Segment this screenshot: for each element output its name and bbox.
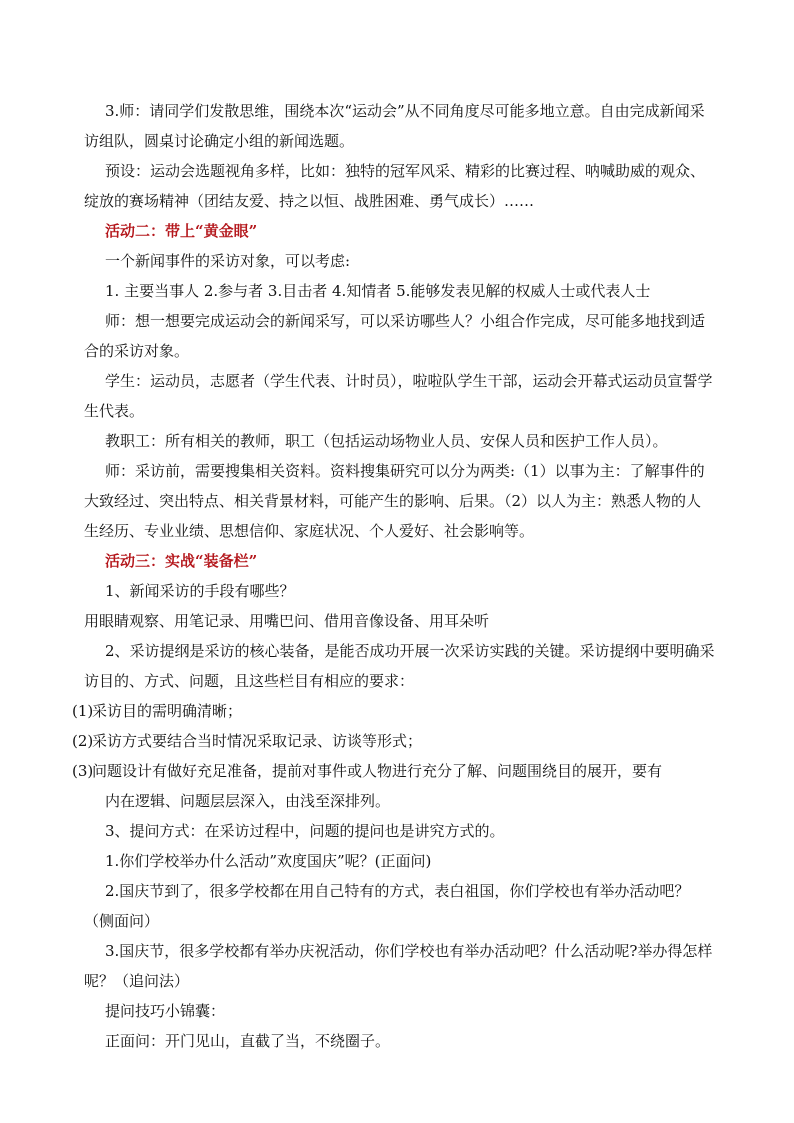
paragraph-target-list: 1. 主要当事人 2.参与者 3.目击者 4.知情者 5.能够发表见解的权威人士或代表人士 <box>105 282 651 300</box>
paragraph-outline: 2、采访提纲是采访的核心装备，是能否成功开展一次采访实践的关键。采访提纲中要明确采访目的、方式、问题，且这些栏目有相应的要求： <box>84 642 715 690</box>
paragraph-tips-title: 提问技巧小锦囊： <box>105 1002 226 1020</box>
paragraph-example-direct: 1.你们学校举办什么活动”欢度国庆”呢？(正面问) <box>105 852 432 870</box>
paragraph-students: 学生：运动员，志愿者（学生代表、计时员），啦啦队学生干部，运动会开幕式运动员宣誓学生代表。 <box>84 372 713 420</box>
list-text: 问题设计有做好充足准备，提前对事件或人物进行充分了解、问题围绕目的展开，要有 <box>92 762 663 780</box>
list-number: (2) <box>72 732 94 750</box>
paragraph-methods-question: 1、新闻采访的手段有哪些？ <box>105 582 295 600</box>
list-item-1 <box>72 696 716 726</box>
list-text: 采访方式要结合当时情况采取记录、访谈等形式； <box>92 732 423 750</box>
list-item-2 <box>72 726 716 756</box>
paragraph-question-style: 3、提问方式：在采访过程中，问题的提问也是讲究方式的。 <box>105 822 505 840</box>
paragraph-teacher-instruction: 3.师：请同学们发散思维，围绕本次“运动会”从不同角度尽可能多地立意。自由完成新闻采访组队，圆桌讨论确定小组的新闻选题。 <box>84 102 705 150</box>
list-item-3 <box>72 756 716 786</box>
paragraph-tip-direct: 正面问：开门见山，直截了当，不绕圈子。 <box>105 1032 391 1050</box>
list-number: (3) <box>72 762 94 780</box>
list-text: 采访目的需明确清晰； <box>92 702 243 720</box>
paragraph-staff: 教职工：所有相关的教师，职工（包括运动场物业人员、安保人员和医护工作人员）。 <box>105 432 668 450</box>
list-number: (1) <box>72 702 94 720</box>
heading-activity-three: 活动三：实战“装备栏” <box>105 552 258 570</box>
document-body <box>72 96 716 1056</box>
paragraph-example-indirect: 2.国庆节到了，很多学校都在用自己特有的方式，表白祖国，你们学校也有举办活动吧？（侧面问） <box>84 882 690 930</box>
heading-activity-two: 活动二：带上“黄金眼” <box>105 222 258 240</box>
paragraph-methods-answer: 用眼睛观察、用笔记录、用嘴巴问、借用音像设备、用耳朵听 <box>84 612 490 630</box>
paragraph-preset: 预设：运动会选题视角多样，比如：独特的冠军风采、精彩的比赛过程、呐喊助威的观众、绽放的赛场精神（团结友爱、持之以恒、战胜困难、勇气成长）…… <box>84 162 706 210</box>
paragraph-research: 师：采访前，需要搜集相关资料。资料搜集研究可以分为两类:（1）以事为主：了解事件的大致经过、突出特点、相关背景材料，可能产生的影响、后果。（2）以人为主：熟悉人物的人生经历、专业业绩、思想信仰、家庭状况、个人爱好、社会影响等。 <box>84 462 705 540</box>
paragraph-interview-targets: 一个新闻事件的采访对象，可以考虑: <box>105 252 351 270</box>
list-item-3-continuation: 内在逻辑、问题层层深入，由浅至深排列。 <box>105 792 391 810</box>
paragraph-teacher-question: 师：想一想要完成运动会的新闻采写，可以采访哪些人？小组合作完成，尽可能多地找到适合的采访对象。 <box>84 312 706 360</box>
paragraph-example-followup: 3.国庆节，很多学校都有举办庆祝活动，你们学校也有举办活动吧？什么活动呢?举办得怎样呢？（追问法） <box>84 942 713 990</box>
